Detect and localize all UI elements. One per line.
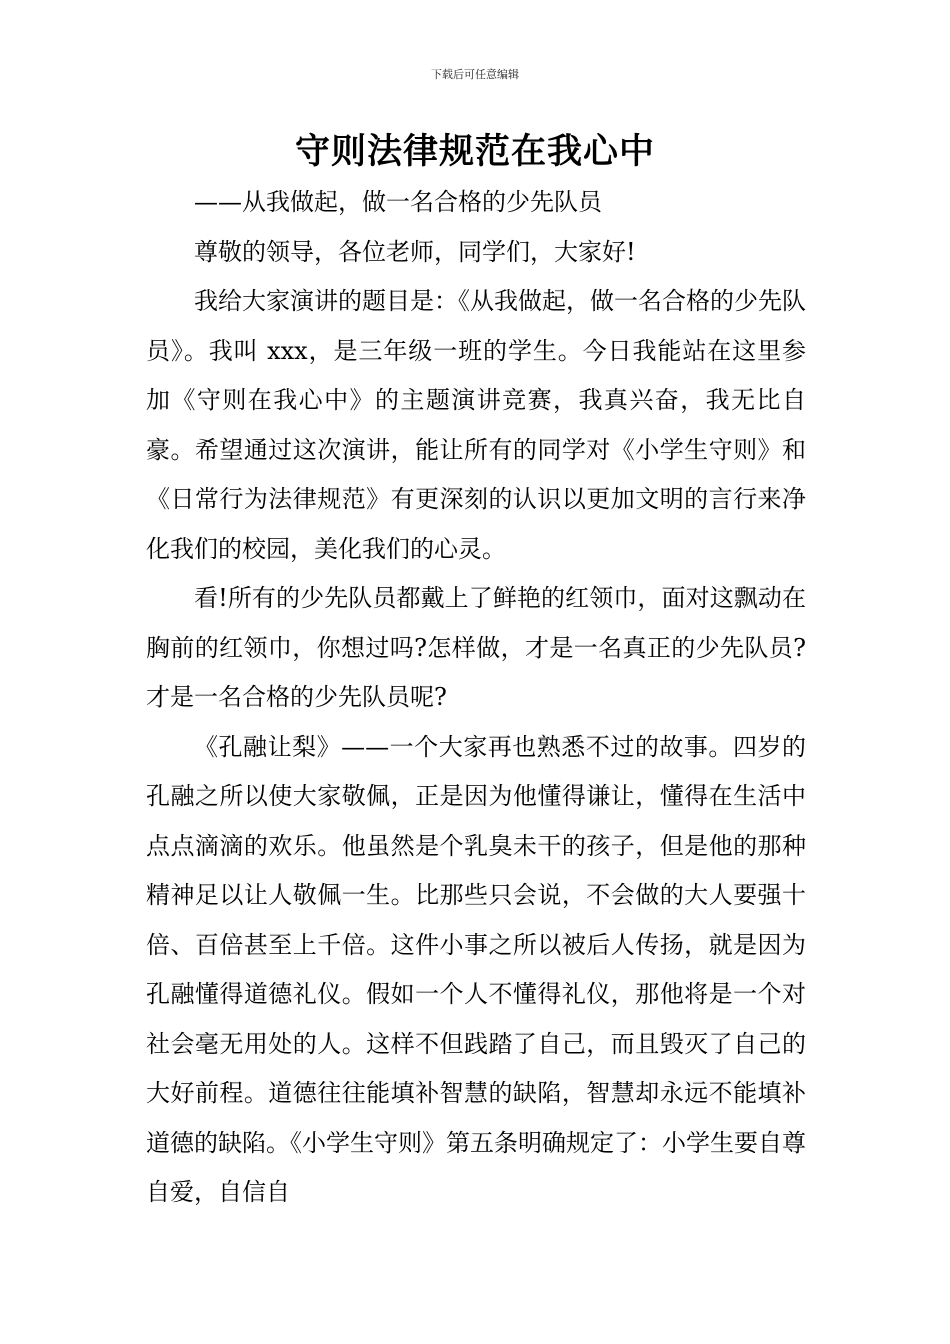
subtitle-paragraph: ——从我做起，做一名合格的少先队员	[194, 188, 602, 216]
page-title: 守则法律规范在我心中	[294, 132, 655, 172]
body-paragraph: 我给大家演讲的题目是：《从我做起，做一名合格的少先队员》。我叫 xxx，是三年级一班的学生。今日我能站在这里参加《守则在我心中》的主题演讲竞赛，我真兴奋，我无比自豪。希望通过这次演讲，能让所有的同学对《小学生守则》和《日常行为法律规范》有更深刻的认识以更加文明的言行来净化我们的校园，美化我们的心灵。	[146, 287, 806, 563]
greeting-paragraph: 尊敬的领导，各位老师，同学们，大家好!	[194, 237, 636, 266]
body-paragraph: 《孔融让梨》——一个大家再也熟悉不过的故事。四岁的孔融之所以使大家敬佩，正是因为他懂得谦让，懂得在生活中点点滴滴的欢乐。他虽然是个乳臭未干的孩子，但是他的那种精神足以让人敬佩一生。比那些只会说，不会做的大人要强十倍、百倍甚至上千倍。这件小事之所以被后人传扬，就是因为孔融懂得道德礼仪。假如一个人不懂得礼仪，那他将是一个对社会毫无用处的人。这样不但践踏了自己，而且毁灭了自己的大好前程。道德往往能填补智慧的缺陷，智慧却永远不能填补道德的缺陷。《小学生守则》第五条明确规定了：小学生要自尊自爱，自信自	[146, 732, 806, 1206]
document-body	[146, 178, 806, 1218]
body-paragraph: 看!所有的少先队员都戴上了鲜艳的红领巾，面对这飘动在胸前的红领巾，你想过吗?怎样做，才是一名真正的少先队员?才是一名合格的少先队员呢?	[146, 584, 806, 711]
header-note: 下载后可任意编辑	[431, 68, 519, 81]
